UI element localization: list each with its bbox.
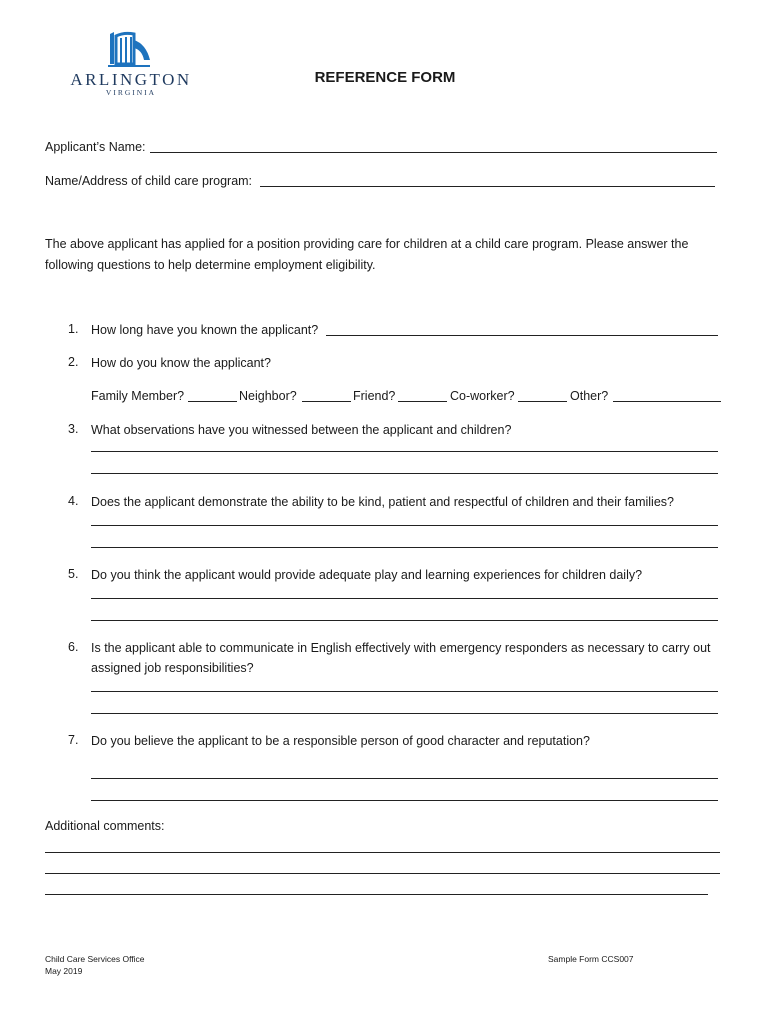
answer-field-7a[interactable] — [91, 778, 718, 779]
answer-field-4b[interactable] — [91, 547, 718, 548]
comments-field-3[interactable] — [45, 894, 708, 895]
footer-date: May 2019 — [45, 966, 83, 976]
question-number: 1. — [68, 322, 79, 336]
answer-field-4a[interactable] — [91, 525, 718, 526]
intro-paragraph: The above applicant has applied for a position providing care for children at a child care program. Please answer the following questions to help determine employment eligibility. — [45, 237, 689, 272]
question-text: Do you think the applicant would provide adequate play and learning experiences for children daily? — [91, 568, 643, 582]
question-text: Is the applicant able to communicate in English effectively with emergency responders as necessary to carry out — [91, 641, 711, 655]
comments-field-2[interactable] — [45, 873, 720, 874]
logo-subtitle: VIRGINIA — [105, 88, 157, 97]
neighbor-field[interactable] — [302, 401, 351, 402]
question-number: 7. — [68, 733, 79, 747]
answer-field-1[interactable] — [326, 335, 718, 336]
page-title: REFERENCE FORM — [314, 69, 456, 86]
applicant-name-label: Applicant’s Name: — [45, 140, 146, 154]
family-member-field[interactable] — [188, 401, 237, 402]
answer-field-6b[interactable] — [91, 713, 718, 714]
applicant-name-field[interactable] — [150, 152, 717, 153]
other-field[interactable] — [613, 401, 721, 402]
program-name-label: Name/Address of child care program: — [45, 174, 253, 188]
answer-field-5b[interactable] — [91, 620, 718, 621]
question-number: 5. — [68, 567, 79, 581]
answer-field-6a[interactable] — [91, 691, 718, 692]
friend-field[interactable] — [398, 401, 447, 402]
question-number: 6. — [68, 640, 79, 654]
option-co-worker: Co-worker? — [450, 389, 515, 403]
option-other: Other? — [570, 389, 609, 403]
question-number: 3. — [68, 422, 79, 436]
option-neighbor: Neighbor? — [239, 389, 297, 403]
question-text: Do you believe the applicant to be a responsible person of good character and reputation? — [91, 734, 590, 748]
program-name-field[interactable] — [260, 186, 715, 187]
co-worker-field[interactable] — [518, 401, 567, 402]
comments-field-1[interactable] — [45, 852, 720, 853]
option-family-member: Family Member? — [91, 389, 185, 403]
question-number: 4. — [68, 494, 79, 508]
additional-comments-label: Additional comments: — [45, 819, 165, 833]
answer-field-7b[interactable] — [91, 800, 718, 801]
answer-field-3a[interactable] — [91, 451, 718, 452]
answer-field-5a[interactable] — [91, 598, 718, 599]
footer-office: Child Care Services Office — [45, 954, 145, 964]
option-friend: Friend? — [353, 389, 396, 403]
question-text: What observations have you witnessed between the applicant and children? — [91, 423, 512, 437]
arlington-emblem-icon — [106, 30, 152, 70]
question-text: How do you know the applicant? — [91, 356, 271, 370]
arlington-logo — [66, 30, 196, 102]
footer-form-id: Sample Form CCS007 — [548, 954, 634, 964]
question-number: 2. — [68, 355, 79, 369]
question-text: Does the applicant demonstrate the ability to be kind, patient and respectful of children and their families? — [91, 495, 674, 509]
logo-wordmark: ARLINGTON — [70, 70, 192, 89]
answer-field-3b[interactable] — [91, 473, 718, 474]
question-text: How long have you known the applicant? — [91, 323, 319, 337]
question-text-continued: assigned job responsibilities? — [91, 661, 254, 675]
